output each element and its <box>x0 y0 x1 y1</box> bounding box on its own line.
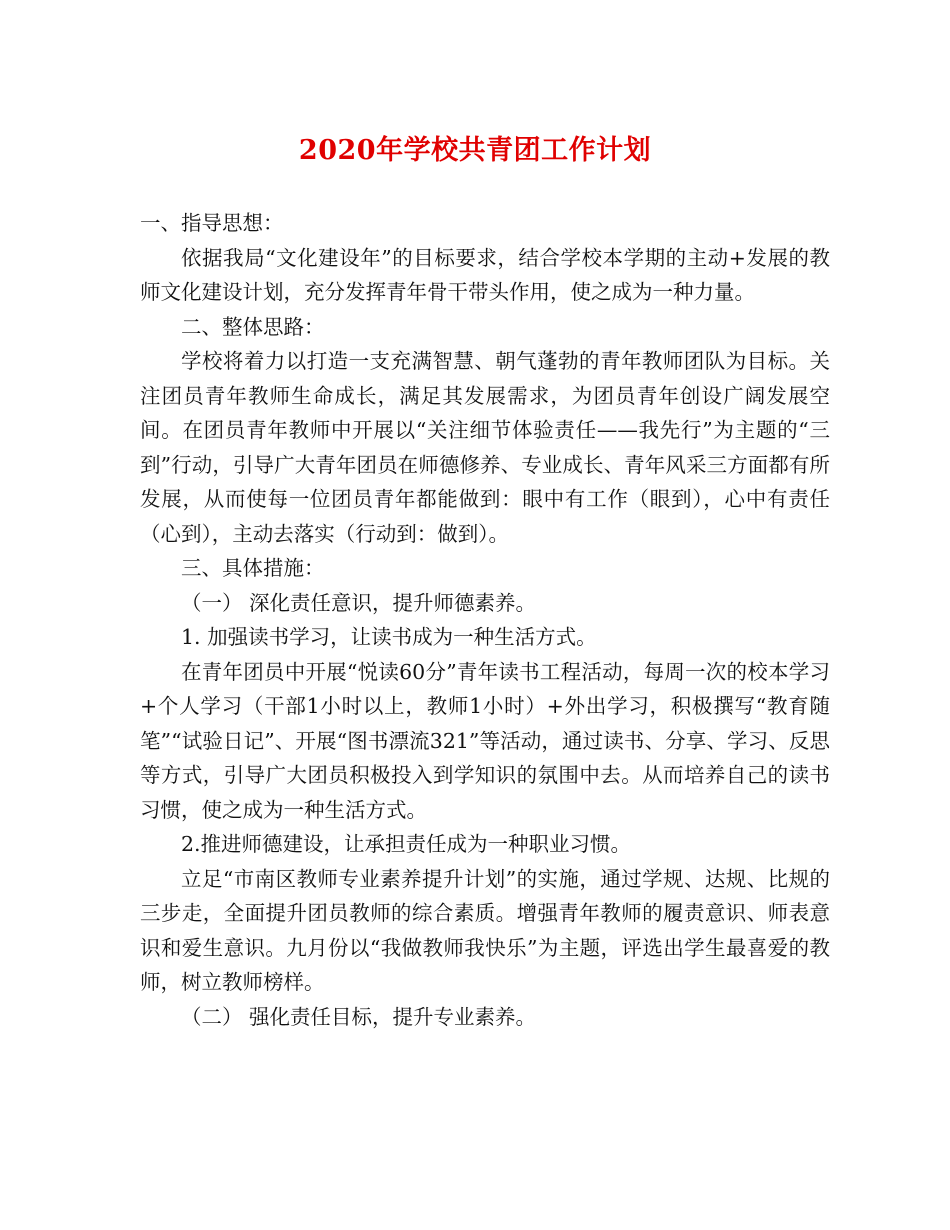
paragraph-overall-approach: 学校将着力以打造一支充满智慧、朝气蓬勃的青年教师团队为目标。关注团员青年教师生命成长，满足其发展需求，为团员青年创设广阔发展空间。在团员青年教师中开展以“关注细节体验责任——我先行”为主题的“三到”行动，引导广大青年团员在师德修养、专业成长、青年风采三方面都有所发展，从而使每一位团员青年都能做到：眼中有工作（眼到），心中有责任（心到），主动去落实（行动到：做到）。 <box>140 349 830 546</box>
item-heading-2: 2.推进师德建设，让承担责任成为一种职业习惯。 <box>181 832 632 856</box>
section-heading-overall-approach: 二、整体思路： <box>181 314 325 339</box>
document-body <box>140 206 830 1034</box>
paragraph-ethics: 立足“市南区教师专业素养提升计划”的实施，通过学规、达规、比规的三步走，全面提升团员教师的综合素质。增强青年教师的履责意识、师表意识和爱生意识。九月份以“我做教师我快乐”为主题，评选出学生最喜爱的教师，树立教师榜样。 <box>140 866 830 994</box>
document-title: 2020年学校共青团工作计划 <box>298 135 652 166</box>
item-heading-1: 1. 加强读书学习，让读书成为一种生活方式。 <box>181 625 597 649</box>
section-heading-guiding-ideology: 一、指导思想： <box>140 211 284 235</box>
subsection-heading-1: （一） 深化责任意识，提升师德素养。 <box>181 590 537 615</box>
subsection-heading-2: （二） 强化责任目标，提升专业素养。 <box>181 1004 537 1029</box>
section-heading-measures: 三、具体措施： <box>181 556 325 580</box>
paragraph-guiding-ideology: 依据我局“文化建设年”的目标要求，结合学校本学期的主动+发展的教师文化建设计划，充分发挥青年骨干带头作用，使之成为一种力量。 <box>140 245 830 304</box>
paragraph-reading: 在青年团员中开展“悦读60分”青年读书工程活动，每周一次的校本学习+个人学习（干部1小时以上，教师1小时）+外出学习，积极撰写“教育随笔”“试验日记”、开展“图书漂流321”等活动，通过读书、分享、学习、反思等方式，引导广大团员积极投入到学知识的氛围中去。从而培养自己的读书习惯，使之成为一种生活方式。 <box>140 659 830 822</box>
